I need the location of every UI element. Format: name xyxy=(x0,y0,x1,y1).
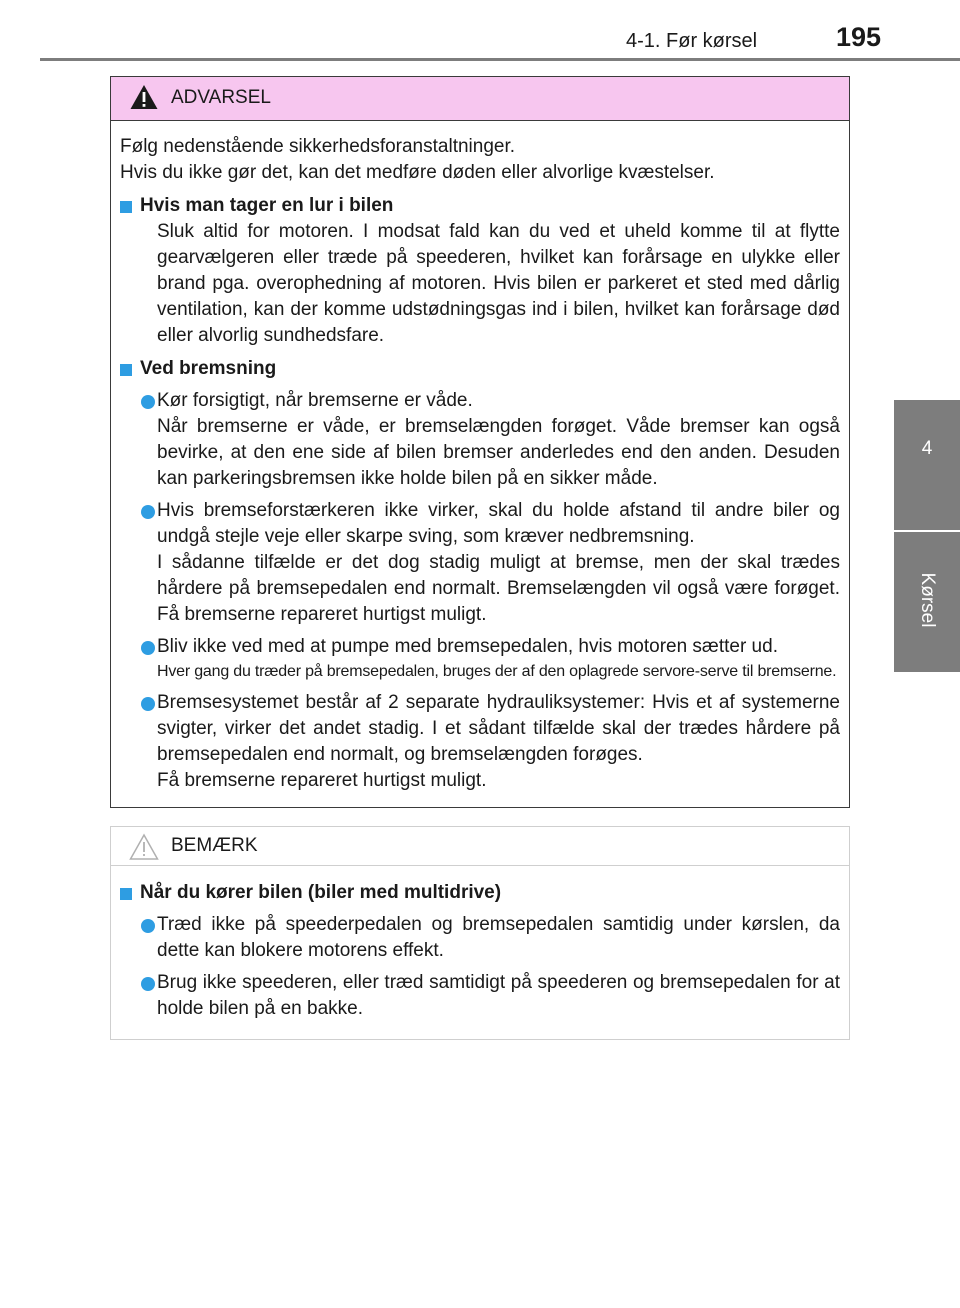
caution-triangle-outline-icon xyxy=(129,833,159,866)
bullet-item xyxy=(120,970,840,1022)
bullet-item xyxy=(120,498,840,628)
circle-bullet-icon xyxy=(141,641,155,655)
section-title: 4-1. Før kørsel xyxy=(626,30,758,52)
chapter-label: Kørsel xyxy=(917,572,938,628)
notice-header xyxy=(111,827,849,866)
section-heading xyxy=(120,356,840,382)
header-divider xyxy=(40,58,960,61)
circle-bullet-icon xyxy=(141,977,155,991)
section-heading-text: Hvis man tager en lur i bilen xyxy=(140,195,394,216)
bullet-text: I sådanne tilfælde er det dog stadig muligt at bremse, men der skal trædes hårdere på bremsepedalen end normalt. Bremselængden vil også være forøget. Få bremserne repareret hurtigst muligt. xyxy=(157,552,840,625)
warning-intro-line: Følg nedenstående sikkerhedsforanstaltninger. xyxy=(120,136,516,157)
circle-bullet-icon xyxy=(141,697,155,711)
warning-header xyxy=(111,77,849,121)
chapter-number: 4 xyxy=(921,438,933,459)
notice-box xyxy=(110,826,850,1040)
warning-title: ADVARSEL xyxy=(171,87,271,108)
section-heading-text: Ved bremsning xyxy=(140,358,277,379)
bullet-lead: Bliv ikke ved med at pumpe med bremsepedalen, hvis motoren sætter ud. xyxy=(157,636,778,657)
bullet-item xyxy=(120,388,840,492)
bullet-item xyxy=(120,912,840,964)
square-bullet-icon xyxy=(120,364,132,376)
bullet-text: Brug ikke speederen, eller træd samtidigt på speederen og bremsepedalen for at holde bilen på en bakke. xyxy=(157,972,840,1019)
notice-title: BEMÆRK xyxy=(171,835,258,856)
square-bullet-icon xyxy=(120,201,132,213)
circle-bullet-icon xyxy=(141,919,155,933)
bullet-text: Når bremserne er våde, er bremselængden forøget. Våde bremser kan også bevirke, at den ene side af bilen bremser anderledes end den anden. Desuden kan parkeringsbremsen ikke holde bilen på en sikker måde. xyxy=(157,416,840,489)
chapter-tab xyxy=(894,400,960,672)
warning-intro-line: Hvis du ikke gør det, kan det medføre døden eller alvorlige kvæstelser. xyxy=(120,162,715,183)
bullet-lead: Kør forsigtigt, når bremserne er våde. xyxy=(157,390,473,411)
notice-content xyxy=(111,866,849,1022)
bullet-item xyxy=(120,690,840,794)
section-heading-text: Når du kører bilen (biler med multidrive) xyxy=(140,882,502,903)
circle-bullet-icon xyxy=(141,505,155,519)
bullet-lead: Hvis bremseforstærkeren ikke virker, skal du holde afstand til andre biler og undgå stejle veje eller skarpe sving, som kræver nedbremsning. xyxy=(157,500,840,547)
bullet-text: Få bremserne repareret hurtigst muligt. xyxy=(157,770,487,791)
chapter-tab-divider xyxy=(894,530,960,532)
warning-content xyxy=(111,121,849,794)
bullet-item xyxy=(120,634,840,684)
circle-bullet-icon xyxy=(141,395,155,409)
section-heading xyxy=(120,880,840,906)
square-bullet-icon xyxy=(120,888,132,900)
section-body: Sluk altid for motoren. I modsat fald kan du ved et uheld komme til at flytte gearvælgeren eller træde på speederen, hvilket kan forårsage en ulykke eller brand pga. overophedning af motoren. Hvis bilen er parkeret et sted med dårlig ventilation, kan der komme udstødningsgas ind i bilen, hvilket kan forårsage død eller alvorlig sundhedsfare. xyxy=(157,221,840,346)
warning-box xyxy=(110,76,850,808)
warning-triangle-icon xyxy=(129,83,159,116)
section-heading xyxy=(120,193,840,219)
bullet-lead: Bremsesystemet består af 2 separate hydrauliksystemer: Hvis et af systemerne svigter, virker det andet stadig. I et sådant tilfælde skal der trædes hårdere på bremsepedalen end normalt, og bremselængden forøges. xyxy=(157,692,840,765)
page-number: 195 xyxy=(836,22,882,52)
bullet-text: Træd ikke på speederpedalen og bremsepedalen samtidig under kørslen, da dette kan blokere motorens effekt. xyxy=(157,914,840,961)
bullet-text: Hver gang du træder på bremsepedalen, bruges der af den oplagrede servore-serve til bremserne. xyxy=(157,663,837,680)
